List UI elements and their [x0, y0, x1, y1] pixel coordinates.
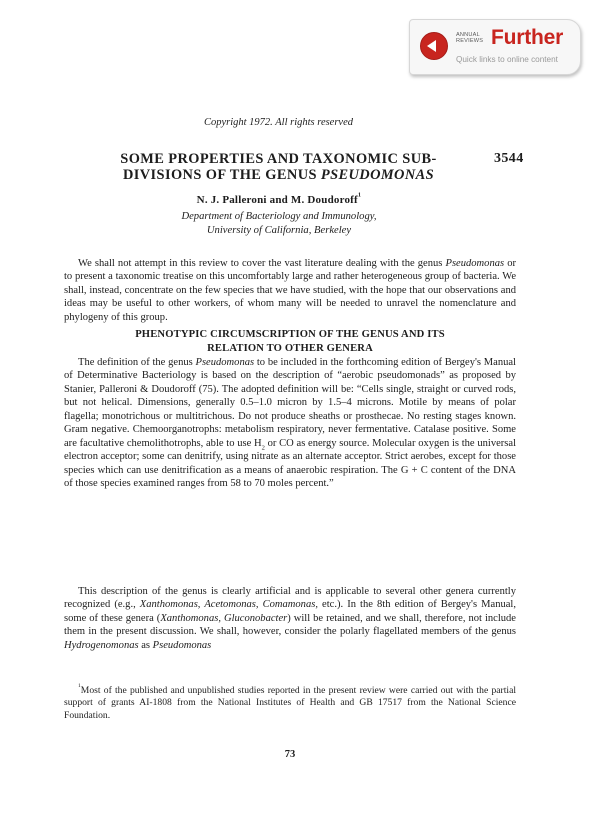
further-tagline: Quick links to online content	[456, 55, 558, 64]
article-authors	[0, 190, 558, 206]
annual-reviews-further-badge[interactable]	[409, 19, 581, 75]
further-wordmark: Further	[491, 26, 564, 49]
subscript: 2	[261, 445, 265, 453]
italic-genus-name: Pseudomonas	[152, 639, 212, 651]
section-heading-line-1: PHENOTYPIC CIRCUMSCRIPTION OF THE GENUS AND ITS	[135, 329, 445, 340]
italic-genus-name: Xanthomonas, Acetomonas, Comamonas,	[139, 599, 318, 611]
section-heading-line-2: RELATION TO OTHER GENERA	[207, 342, 373, 354]
italic-genus-name: Pseudomonas	[445, 258, 505, 269]
author-footnote-mark: 1	[357, 190, 362, 198]
annual-reviews-brand: ANNUAL REVIEWS	[456, 32, 484, 45]
copyright-notice: Copyright 1972. All rights reserved	[203, 117, 354, 128]
page-number: 73	[284, 749, 296, 760]
genus-definition-paragraph: The definition of the genus Pseudomonas to be included in the forthcoming edition of Bergey's Manual of Determinative Bacteriology is based on the description of “aerobic pseudomonads” as proposed by Stanier, Palleroni & Doudoroff (75). The adopted definition will be: “Cells single, straight or curved rods, but not helical. Dimensions, generally 0.5–1.0 micron by 1.5–4 microns. Motile by means of polar flagella; monotrichous or multitrichous. Do not produce sheaths or prosthecae. No resting stages known. Gram negative. Chemoorganotrophs: metabolism respiratory, never fermentative. Catalase positive. Some are facultative chemolithotrophs, able to use $H_2$ or CO as energy source. Molecular oxygen is the universal electron acceptor; some can denitrify, using nitrate as an alternate acceptor. Strict aerobes, except for those species which can use denitrification as a means of anaerobic respiration. The G + C content of the DNA of those species examined ranges from 58 to 70 moles percent.”	[64, 357, 516, 490]
section-heading	[0, 328, 580, 355]
italic-genus-name: Pseudomonas	[195, 357, 255, 368]
intro-paragraph: We shall not attempt in this review to cover the vast literature dealing with the genus Pseudomonas or to present a taxonomic treatise on this uncomfortably large and rather heterogeneous group of bacteria. We shall, instead, concentrate on the few species that we have studied, with the hope that our observations and ideas may be useful to other workers, of whom many will be needed to unravel the nomenclature and phylogeny of this group.	[64, 258, 516, 323]
italic-genus-name: Xanthomonas, Gluconobacter	[160, 612, 288, 624]
italic-genus-name: Hydrogenomonas	[64, 639, 139, 651]
title-genus: PSEUDOMONAS	[320, 167, 435, 183]
article-title	[60, 151, 497, 183]
affiliation-university: University of California, Berkeley	[206, 225, 352, 236]
footnote	[64, 682, 516, 722]
footnote-mark: 1	[78, 682, 81, 689]
article-number: 3544	[494, 151, 524, 166]
further-back-arrow-icon[interactable]	[420, 32, 448, 60]
title-line-2-prefix: DIVISIONS OF THE GENUS	[122, 167, 321, 183]
author-names: N. J. Palleroni and M. Doudoroff	[196, 194, 358, 206]
footnote-text: Most of the published and unpublished studies reported in the present review were carried out with the partial support of grants AI-1808 from the National Institutes of Health and GB 17517 from the National Science Foundation.	[64, 685, 516, 721]
genus-description-paragraph: This description of the genus is clearly artificial and is applicable to several other genera currently recognized (e.g., Xanthomonas, Acetomonas, Comamonas, etc.). In the 8th edition of Bergey's Manual, some of these genera (Xanthomonas, Gluconobacter) will be retained, and we shall, therefore, not include them in the present discussion. We shall, however, consider the polarly flagellated members of the genus Hydrogenomonas as Pseudomonas	[64, 586, 516, 651]
title-line-1: SOME PROPERTIES AND TAXONOMIC SUB-	[120, 151, 437, 167]
affiliation-department: Department of Bacteriology and Immunology,	[181, 211, 377, 222]
